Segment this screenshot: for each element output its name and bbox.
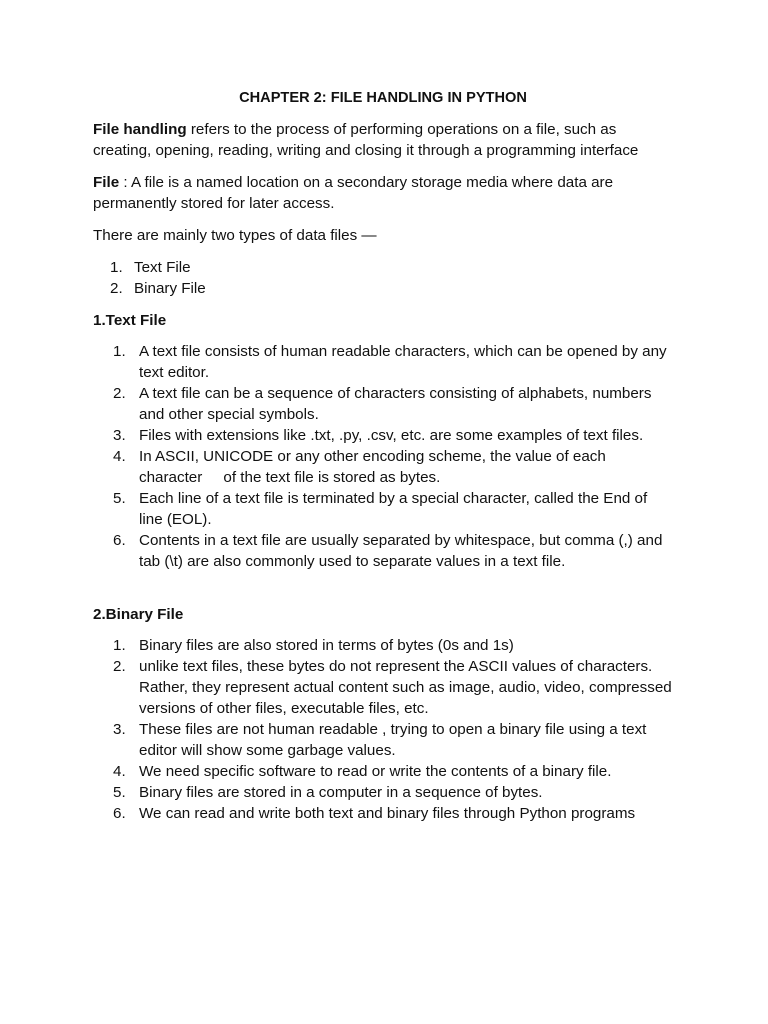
binary-file-heading: 2.Binary File xyxy=(93,606,184,623)
list-item xyxy=(93,383,673,425)
list-item xyxy=(93,782,673,803)
file-definition-text: : A file is a named location on a secondary storage media where data are permanently stored for later access. xyxy=(93,174,614,212)
list-number: 1. xyxy=(110,259,123,276)
list-number: 2. xyxy=(110,280,123,297)
list-text: Binary File xyxy=(134,280,206,297)
list-text: Binary files are stored in a computer in a sequence of bytes. xyxy=(139,784,543,801)
list-text: We can read and write both text and binary files through Python programs xyxy=(139,805,636,822)
binary-file-list xyxy=(93,635,673,824)
list-text: unlike text files, these bytes do not represent the ASCII values of characters. Rather, they represent actual content such as image, audio, video, compressed versions of other files, executable files, etc. xyxy=(139,658,672,717)
file-types-list xyxy=(93,257,673,299)
list-text: These files are not human readable , trying to open a binary file using a text editor will show some garbage values. xyxy=(139,721,647,759)
list-item xyxy=(93,530,673,572)
list-item xyxy=(93,278,673,299)
file-definition-paragraph xyxy=(93,172,673,214)
chapter-title: CHAPTER 2: FILE HANDLING IN PYTHON xyxy=(239,90,527,106)
list-number: 3. xyxy=(113,721,126,738)
list-number: 1. xyxy=(113,343,126,360)
document-content xyxy=(93,88,673,835)
types-intro: There are mainly two types of data files — xyxy=(93,227,377,244)
list-item xyxy=(93,803,673,824)
list-text: Files with extensions like .txt, .py, .csv, etc. are some examples of text files. xyxy=(139,427,644,444)
list-text: A text file can be a sequence of characters consisting of alphabets, numbers and other special symbols. xyxy=(139,385,652,423)
list-number: 6. xyxy=(113,805,126,822)
list-item xyxy=(93,761,673,782)
list-number: 4. xyxy=(113,763,126,780)
list-item xyxy=(93,257,673,278)
text-file-heading: 1.Text File xyxy=(93,312,167,329)
list-item xyxy=(93,341,673,383)
list-item xyxy=(93,425,673,446)
list-item xyxy=(93,635,673,656)
list-text: We need specific software to read or write the contents of a binary file. xyxy=(139,763,612,780)
list-number: 4. xyxy=(113,448,126,465)
intro-term: File handling xyxy=(93,121,187,138)
list-text: Contents in a text file are usually separated by whitespace, but comma (,) and tab (\t) are also commonly used to separate values in a text file. xyxy=(139,532,663,570)
list-text: In ASCII, UNICODE or any other encoding scheme, the value of each character of the text file is stored as bytes. xyxy=(139,448,611,486)
text-file-list xyxy=(93,341,673,572)
list-item xyxy=(93,446,673,488)
list-number: 2. xyxy=(113,385,126,402)
list-item xyxy=(93,488,673,530)
intro-text: refers to the process of performing operations on a file, such as creating, opening, reading, writing and closing it through a programming interface xyxy=(93,121,639,159)
intro-paragraph xyxy=(93,119,673,161)
list-number: 2. xyxy=(113,658,126,675)
list-text: Binary files are also stored in terms of bytes (0s and 1s) xyxy=(139,637,514,654)
list-text: Text File xyxy=(134,259,191,276)
list-item xyxy=(93,656,673,719)
list-number: 3. xyxy=(113,427,126,444)
list-number: 5. xyxy=(113,490,126,507)
list-text: A text file consists of human readable characters, which can be opened by any text editor. xyxy=(139,343,667,381)
list-text: Each line of a text file is terminated by a special character, called the End of line (EOL). xyxy=(139,490,648,528)
list-number: 6. xyxy=(113,532,126,549)
list-number: 1. xyxy=(113,637,126,654)
list-item xyxy=(93,719,673,761)
file-term: File xyxy=(93,174,120,191)
list-number: 5. xyxy=(113,784,126,801)
section-spacer xyxy=(93,583,673,604)
